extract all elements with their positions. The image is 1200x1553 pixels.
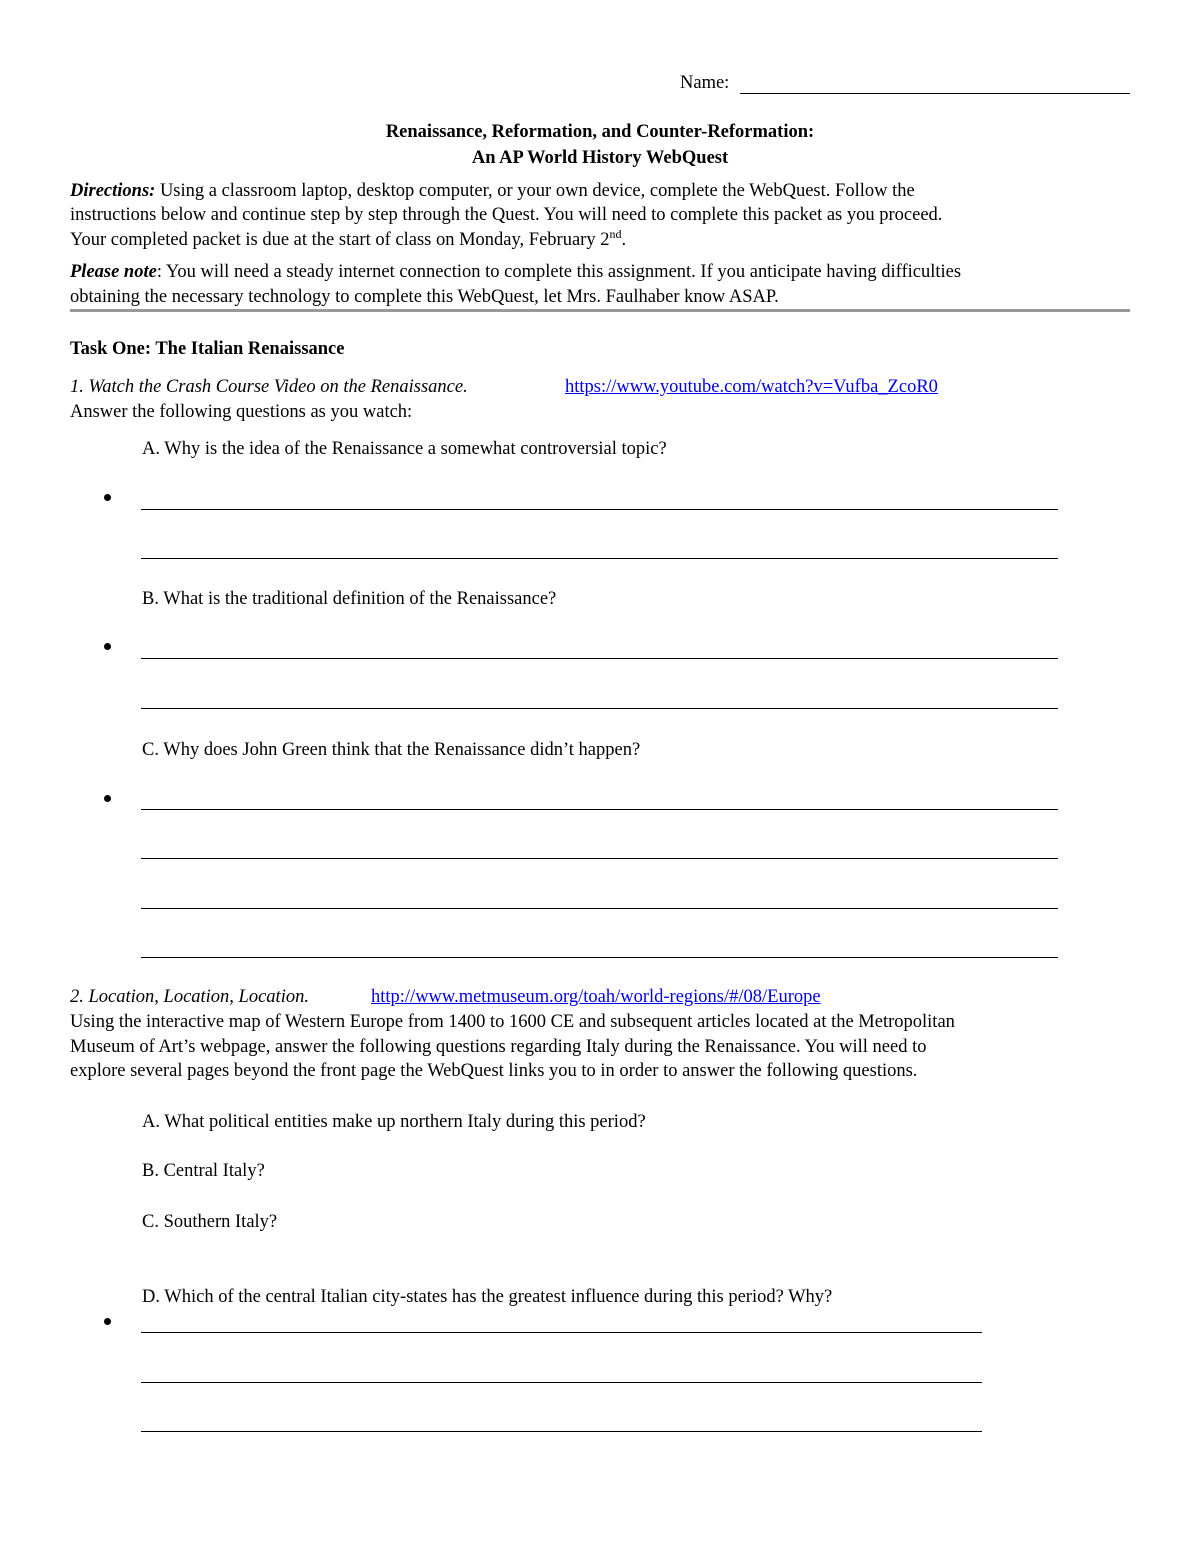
metmuseum-link[interactable]: http://www.metmuseum.org/toah/world-regions/#/08/Europe bbox=[371, 987, 821, 1007]
answer-line-1c-4[interactable] bbox=[141, 957, 1058, 958]
question-1a: A. Why is the idea of the Renaissance a somewhat controversial topic? bbox=[142, 439, 667, 459]
answer-line-1c-3[interactable] bbox=[141, 908, 1058, 909]
item2-para-line3: explore several pages beyond the front page the WebQuest links you to in order to answer the following questions. bbox=[70, 1061, 918, 1081]
item1-prompt: 1. Watch the Crash Course Video on the Renaissance. bbox=[70, 377, 468, 397]
note-text: : You will need a steady internet connection to complete this assignment. If you anticipate having difficulties bbox=[156, 262, 962, 282]
answer-line-1b-1[interactable] bbox=[141, 658, 1058, 659]
question-2a: A. What political entities make up northern Italy during this period? bbox=[142, 1112, 646, 1132]
bullet-1c bbox=[104, 795, 111, 802]
directions-line1 bbox=[70, 181, 915, 202]
bullet-1b bbox=[104, 643, 111, 650]
answer-line-2d-3[interactable] bbox=[141, 1431, 982, 1432]
task-one-heading: Task One: The Italian Renaissance bbox=[70, 339, 345, 359]
section-divider bbox=[70, 309, 1130, 312]
page-title-line2: An AP World History WebQuest bbox=[471, 148, 729, 168]
name-field-line[interactable] bbox=[740, 93, 1130, 94]
item2-prompt: 2. Location, Location, Location. bbox=[70, 987, 309, 1007]
note-label: Please note bbox=[70, 262, 157, 282]
bullet-1a bbox=[104, 494, 111, 501]
directions-end: . bbox=[621, 230, 627, 250]
item2-para-line1: Using the interactive map of Western Europe from 1400 to 1600 CE and subsequent articles located at the Metropolitan bbox=[70, 1012, 955, 1032]
bullet-2d bbox=[104, 1318, 111, 1325]
directions-text: Using a classroom laptop, desktop computer, or your own device, complete the WebQuest. Follow the bbox=[155, 181, 915, 201]
item1-row bbox=[70, 377, 468, 398]
item1-instruction: Answer the following questions as you watch: bbox=[70, 402, 413, 422]
directions-sup: nd bbox=[609, 226, 622, 241]
question-2c: C. Southern Italy? bbox=[142, 1212, 278, 1232]
item2-para-line2: Museum of Art’s webpage, answer the following questions regarding Italy during the Renaissance. You will need to bbox=[70, 1037, 927, 1057]
answer-line-1a-2[interactable] bbox=[141, 558, 1058, 559]
question-2d: D. Which of the central Italian city-states has the greatest influence during this period? Why? bbox=[142, 1287, 833, 1307]
note-line2: obtaining the necessary technology to complete this WebQuest, let Mrs. Faulhaber know ASAP. bbox=[70, 287, 779, 307]
directions-line2: instructions below and continue step by step through the Quest. You will need to complete this packet as you proceed. bbox=[70, 205, 943, 225]
answer-line-1a-1[interactable] bbox=[141, 509, 1058, 510]
question-1c: C. Why does John Green think that the Renaissance didn’t happen? bbox=[142, 740, 641, 760]
answer-line-1c-1[interactable] bbox=[141, 809, 1058, 810]
answer-line-1c-2[interactable] bbox=[141, 858, 1058, 859]
question-1b: B. What is the traditional definition of the Renaissance? bbox=[142, 589, 557, 609]
directions-line3 bbox=[70, 226, 627, 251]
answer-line-1b-2[interactable] bbox=[141, 708, 1058, 709]
answer-line-2d-1[interactable] bbox=[141, 1332, 982, 1333]
answer-line-2d-2[interactable] bbox=[141, 1382, 982, 1383]
crash-course-video-link[interactable]: https://www.youtube.com/watch?v=Vufba_ZcoR0 bbox=[565, 377, 938, 397]
directions-due-text: Your completed packet is due at the start of class on Monday, February 2 bbox=[70, 230, 610, 250]
page-title-line1: Renaissance, Reformation, and Counter-Reformation: bbox=[385, 122, 815, 142]
question-2b: B. Central Italy? bbox=[142, 1161, 265, 1181]
note-line1 bbox=[70, 262, 961, 283]
directions-label: Directions: bbox=[70, 181, 156, 201]
name-label: Name: bbox=[680, 73, 730, 93]
